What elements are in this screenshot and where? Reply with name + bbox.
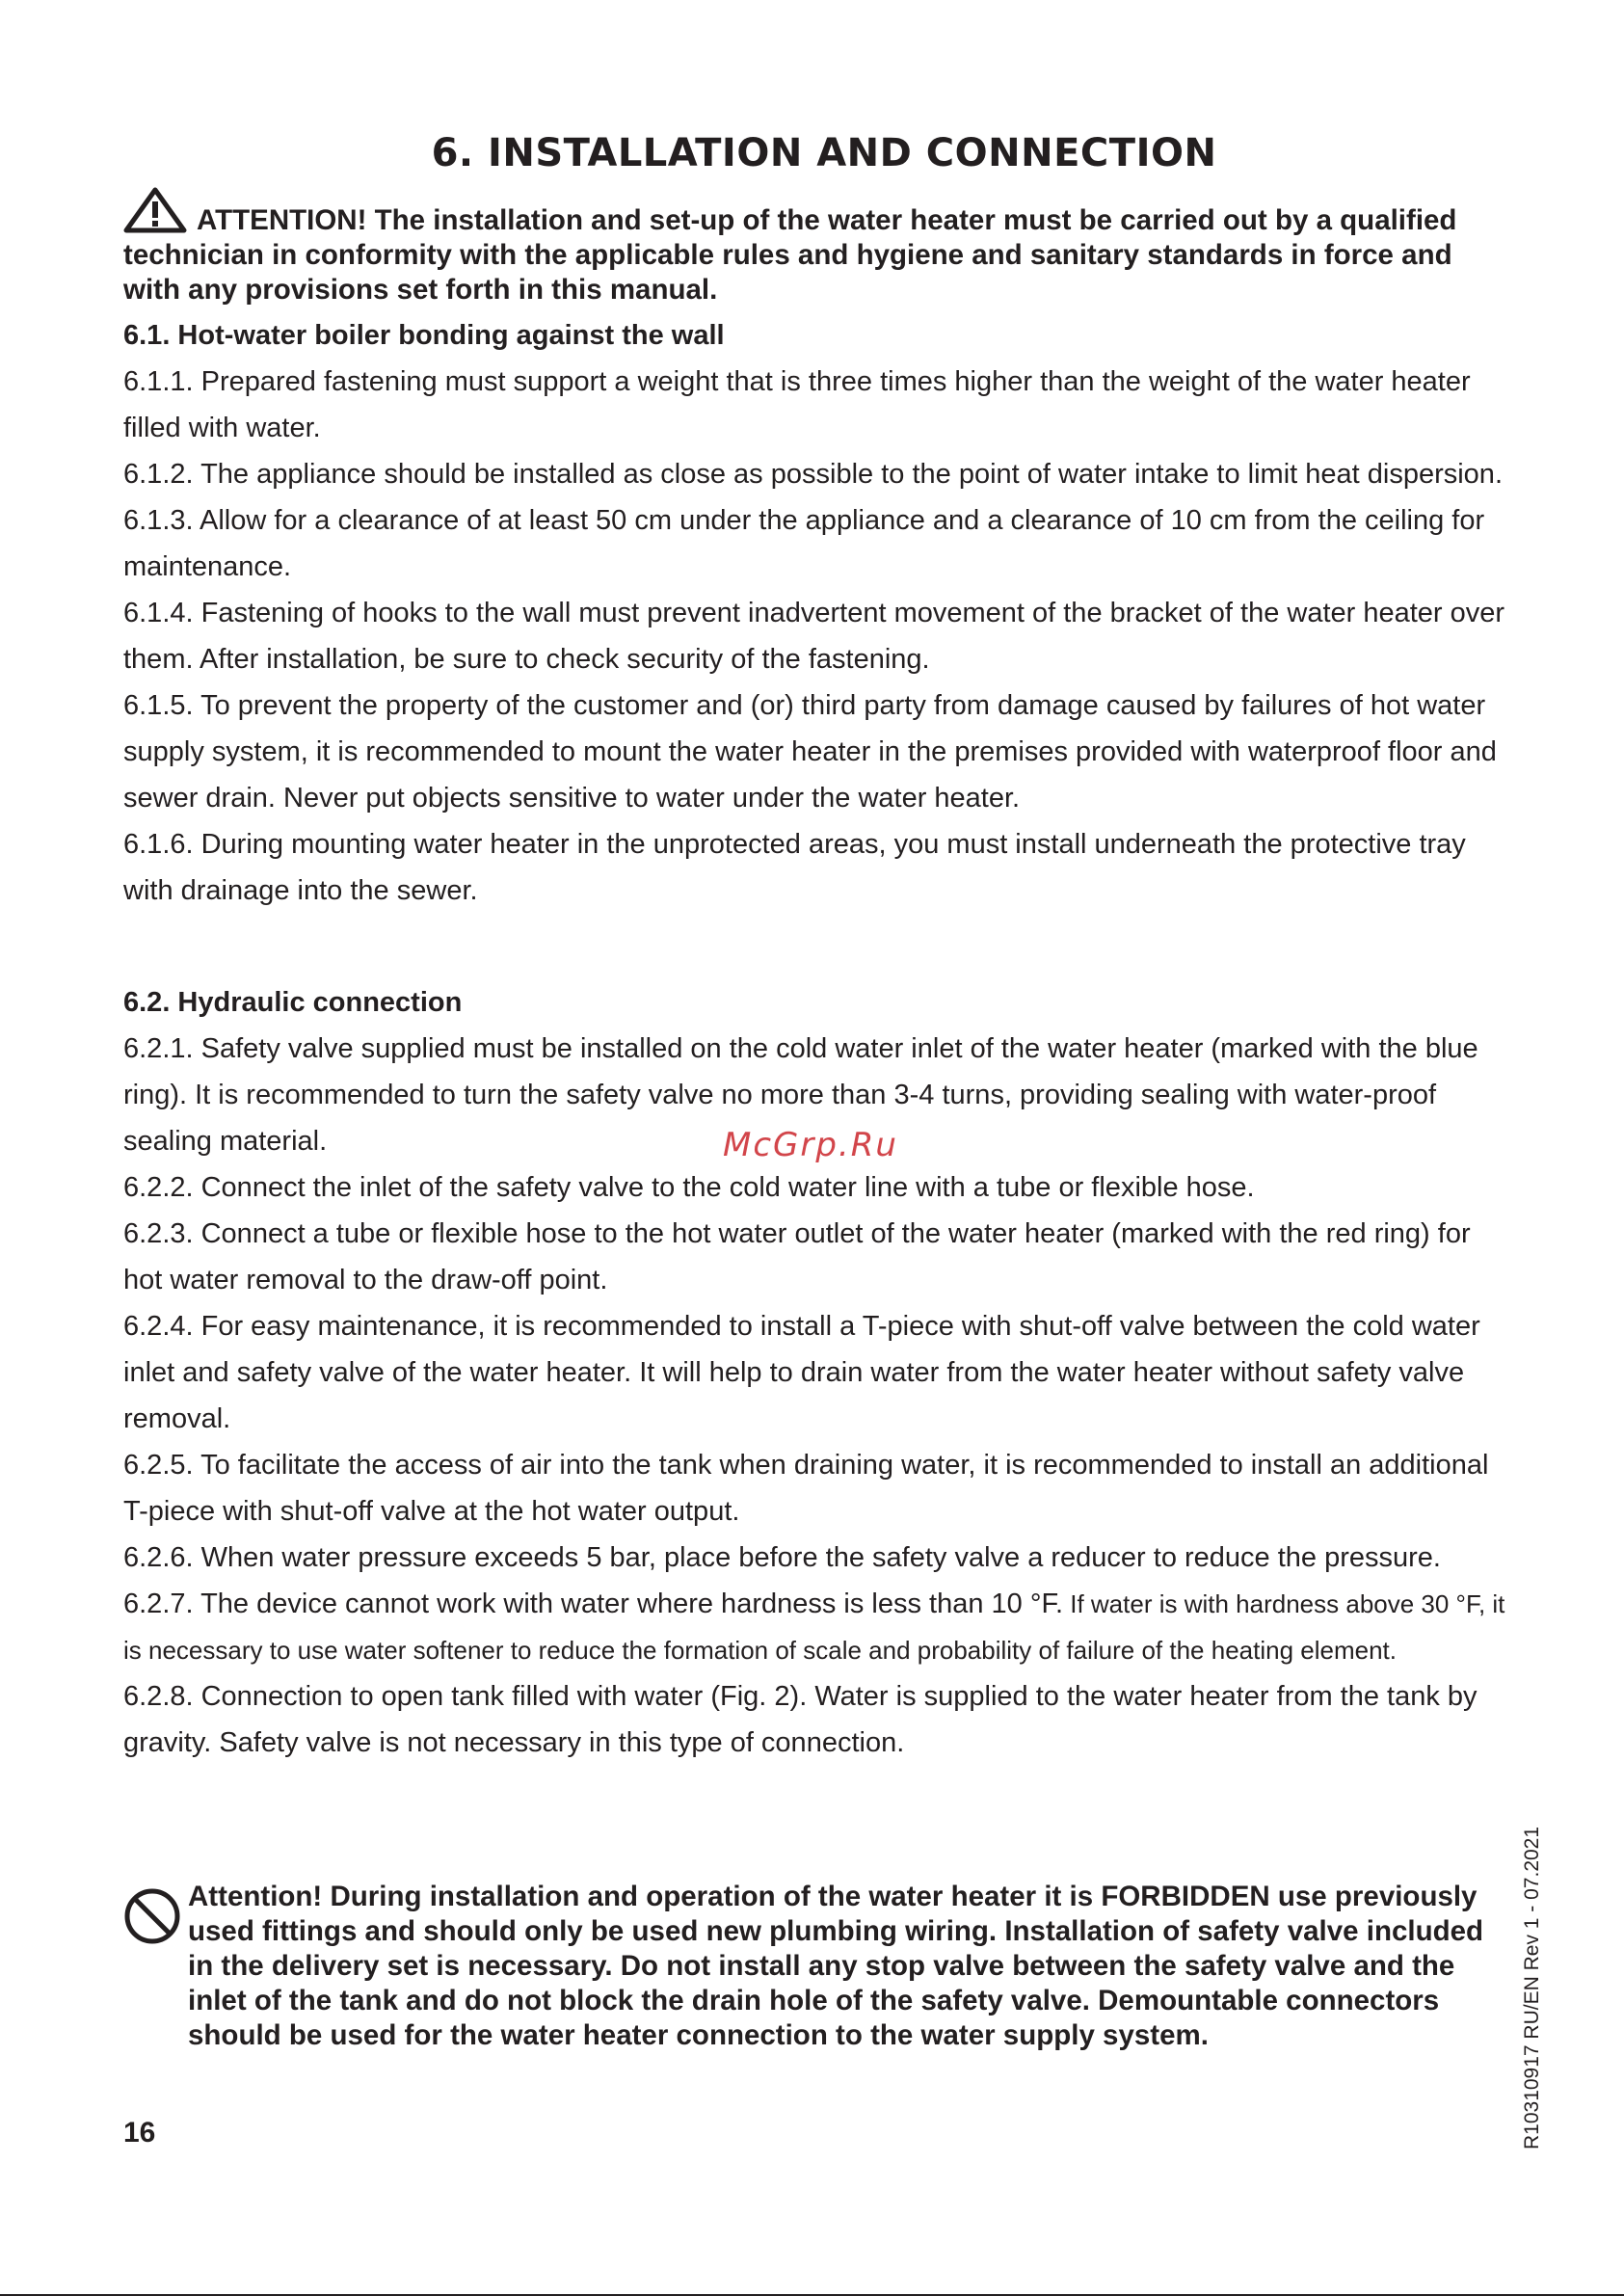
- paragraph-6-1-4: 6.1.4. Fastening of hooks to the wall must prevent inadvertent movement of the bracket of the water heater over them. After installation, be sure to check security of the fastening.: [123, 598, 1505, 675]
- section-heading: 6.1. Hot-water boiler bonding against the wall: [123, 320, 725, 351]
- warning-triangle-icon: [123, 187, 187, 233]
- forbidden-notice: [123, 1880, 1511, 2053]
- document-code: [1521, 1826, 1550, 2149]
- page-title: 6. INSTALLATION AND CONNECTION: [431, 131, 1217, 175]
- forbidden-text: Attention! During installation and operation of the water heater it is FORBIDDEN use previously used fittings and should only be used new plumbing wiring. Installation of safety valve included in the delivery set is necessary. Do not install any stop valve between the safety valve and the inlet of the tank and do not block the drain hole of the safety valve. Demountable connectors should be used for the water heater connection to the water supply system.: [188, 1881, 1484, 2051]
- paragraph-6-1-3: 6.1.3. Allow for a clearance of at least 50 cm under the appliance and a clearance of 10 cm from the ceiling for maintenance.: [123, 505, 1485, 582]
- paragraph-6-2-1: 6.2.1. Safety valve supplied must be installed on the cold water inlet of the water heater (marked with the blue ring). It is recommended to turn the safety valve no more than 3-4 turns, providing sealing with water-proof sealing material.: [123, 1033, 1478, 1157]
- paragraph-6-1-6: 6.1.6. During mounting water heater in the unprotected areas, you must install underneath the protective tray with drainage into the sewer.: [123, 829, 1466, 906]
- paragraph-6-2-5: 6.2.5. To facilitate the access of air into the tank when draining water, it is recommended to install an additional T-piece with shut-off valve at the hot water output.: [123, 1450, 1489, 1527]
- paragraph-6-2-6: 6.2.6. When water pressure exceeds 5 bar, place before the safety valve a reducer to reduce the pressure.: [123, 1542, 1441, 1573]
- document-code-text: R10310917 RU/EN Rev 1 - 07.2021: [1521, 1826, 1543, 2149]
- paragraph-6-2-7-rest: If water is with hardness above 30 °F, it is necessary to use water softener to reduce the formation of scale and probability of failure of the heating element.: [123, 1589, 1505, 1665]
- section-hydraulic-connection: [123, 979, 1511, 1766]
- attention-text: ATTENTION! The installation and set-up of the water heater must be carried out by a qualified technician in conformity with the applicable rules and hygiene and sanitary standards in force and with any provisions set forth in this manual.: [123, 204, 1457, 306]
- paragraph-6-1-5: 6.1.5. To prevent the property of the customer and (or) third party from damage caused by failures of hot water supply system, it is recommended to mount the water heater in the premises provided with waterproof floor and sewer drain. Never put objects sensitive to water under the water heater.: [123, 690, 1497, 814]
- paragraph-6-1-2: 6.1.2. The appliance should be installed as close as possible to the point of water intake to limit heat dispersion.: [123, 459, 1503, 490]
- section-heading: 6.2. Hydraulic connection: [123, 987, 463, 1018]
- paragraph-6-2-4: 6.2.4. For easy maintenance, it is recommended to install a T-piece with shut-off valve between the cold water inlet and safety valve of the water heater. It will help to drain water from the water heater without safety valve removal.: [123, 1311, 1480, 1434]
- attention-notice: [123, 187, 1511, 307]
- paragraph-6-2-8: 6.2.8. Connection to open tank filled with water (Fig. 2). Water is supplied to the water heater from the tank by gravity. Safety valve is not necessary in this type of connection.: [123, 1681, 1478, 1758]
- page-number: 16: [123, 2117, 156, 2149]
- section-wall-mounting: [123, 312, 1511, 914]
- paragraph-6-1-1: 6.1.1. Prepared fastening must support a weight that is three times higher than the weight of the water heater filled with water.: [123, 366, 1471, 443]
- paragraph-6-2-2: 6.2.2. Connect the inlet of the safety valve to the cold water line with a tube or flexible hose.: [123, 1172, 1255, 1203]
- forbidden-circle-icon: [123, 1887, 181, 1945]
- paragraph-6-2-7: [123, 1581, 1511, 1673]
- watermark: McGrp.Ru: [723, 1126, 898, 1164]
- paragraph-6-2-3: 6.2.3. Connect a tube or flexible hose to the hot water outlet of the water heater (marked with the red ring) for hot water removal to the draw-off point.: [123, 1218, 1471, 1295]
- paragraph-6-2-7-lead: 6.2.7. The device cannot work with water where hardness is less than 10 °F.: [123, 1589, 1064, 1619]
